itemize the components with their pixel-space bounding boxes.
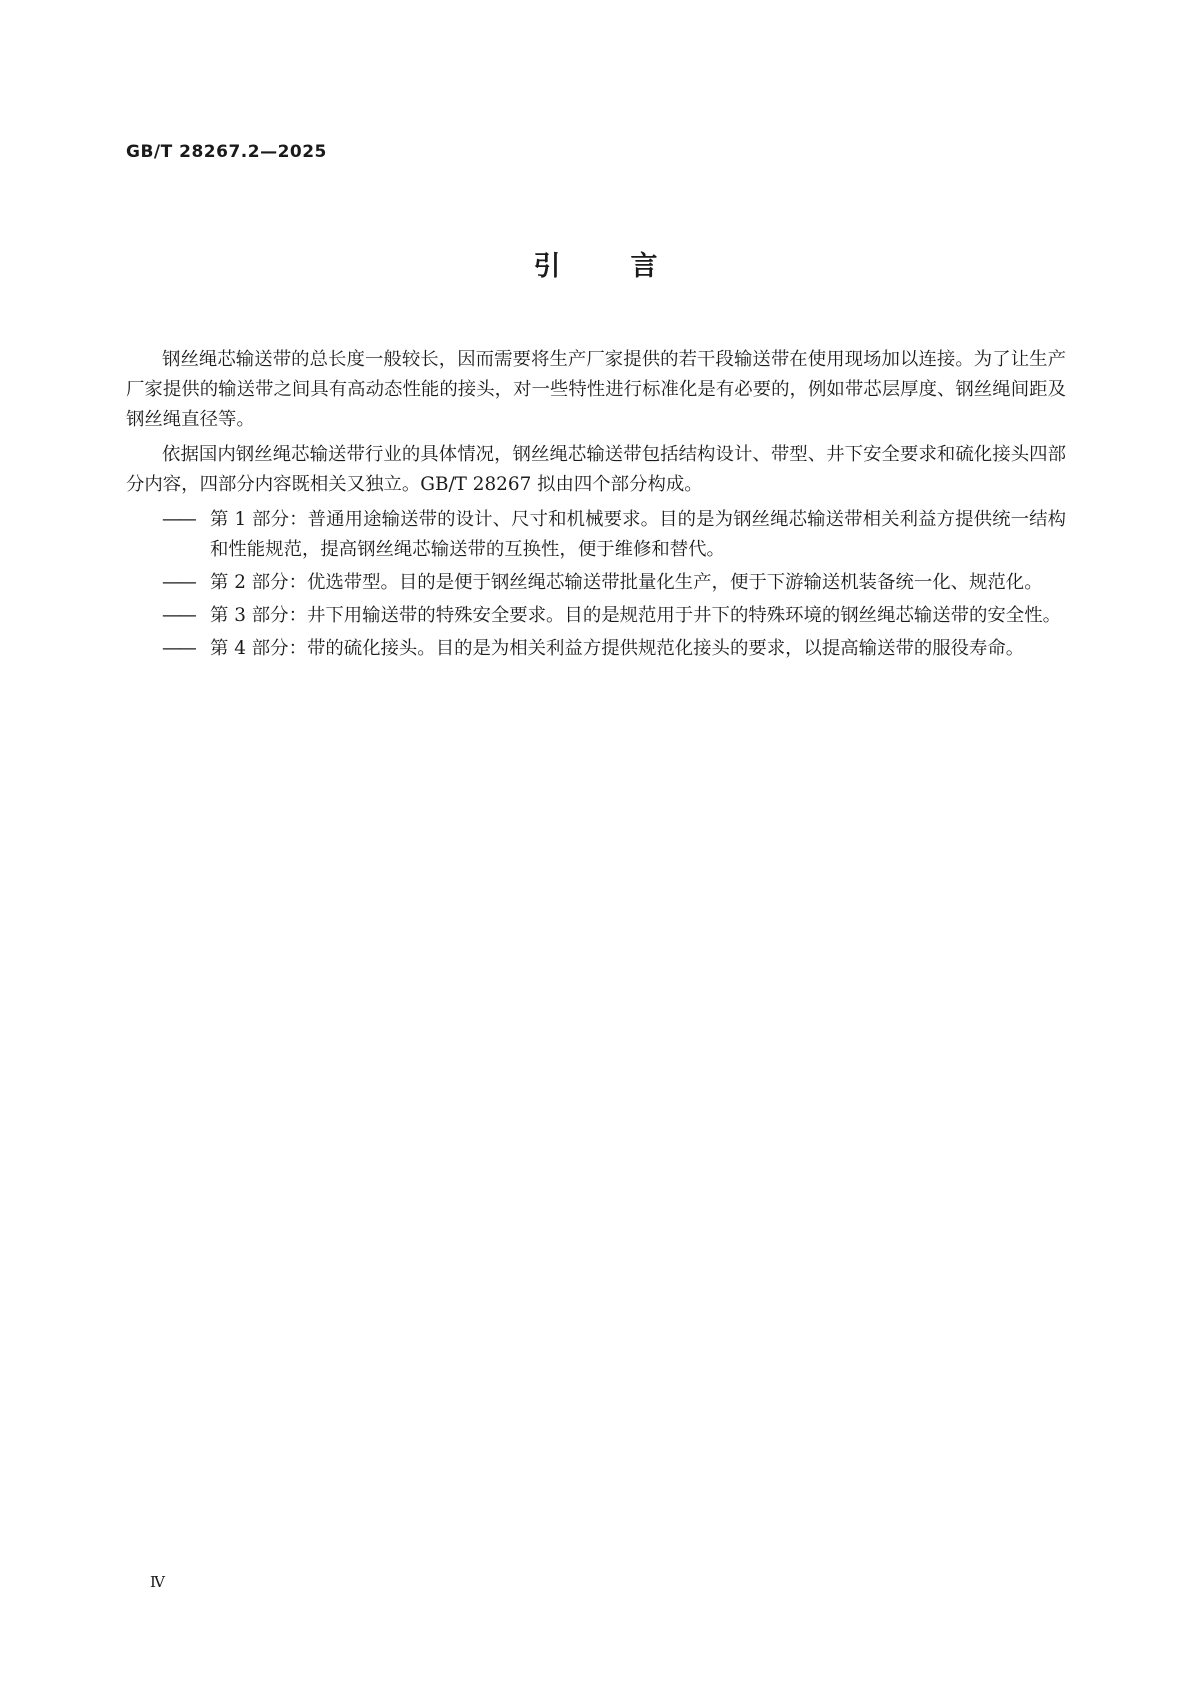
- list-item: [126, 568, 1066, 598]
- list-item: [126, 505, 1066, 565]
- page-number: Ⅳ: [150, 1573, 165, 1591]
- paragraph-2: 依据国内钢丝绳芯输送带行业的具体情况，钢丝绳芯输送带包括结构设计、带型、井下安全要求和硫化接头四部分内容，四部分内容既相关又独立。GB/T 28267 拟由四个部分构成。: [126, 444, 1066, 495]
- list-item-text: 第 3 部分：井下用输送带的特殊安全要求。目的是规范用于井下的特殊环境的钢丝绳芯输送带的安全性。: [210, 605, 1061, 626]
- list-item-text: 第 4 部分：带的硫化接头。目的是为相关利益方提供规范化接头的要求，以提高输送带的服役寿命。: [210, 638, 1025, 659]
- list-item: [126, 601, 1066, 631]
- list-item-text: 第 2 部分：优选带型。目的是便于钢丝绳芯输送带批量化生产，便于下游输送机装备统一化、规范化。: [210, 572, 1043, 593]
- list-item-text: 第 1 部分：普通用途输送带的设计、尺寸和机械要求。目的是为钢丝绳芯输送带相关利益方提供统一结构和性能规范，提高钢丝绳芯输送带的互换性，便于维修和替代。: [210, 509, 1066, 560]
- list-item: [126, 634, 1066, 664]
- list-dash: ——: [162, 509, 195, 530]
- list-dash: ——: [162, 638, 195, 659]
- section-title: [0, 244, 1191, 283]
- introduction-body: [126, 345, 1066, 667]
- section-title-char-2: 言: [630, 251, 658, 282]
- list-dash: ——: [162, 572, 195, 593]
- section-title-char-1: 引: [533, 251, 561, 282]
- paragraph-1: 钢丝绳芯输送带的总长度一般较长，因而需要将生产厂家提供的若干段输送带在使用现场加以连接。为了让生产厂家提供的输送带之间具有高动态性能的接头，对一些特性进行标准化是有必要的，例如带芯层厚度、钢丝绳间距及钢丝绳直径等。: [126, 349, 1066, 430]
- standard-code: GB/T 28267.2—2025: [126, 142, 327, 162]
- list-dash: ——: [162, 605, 195, 626]
